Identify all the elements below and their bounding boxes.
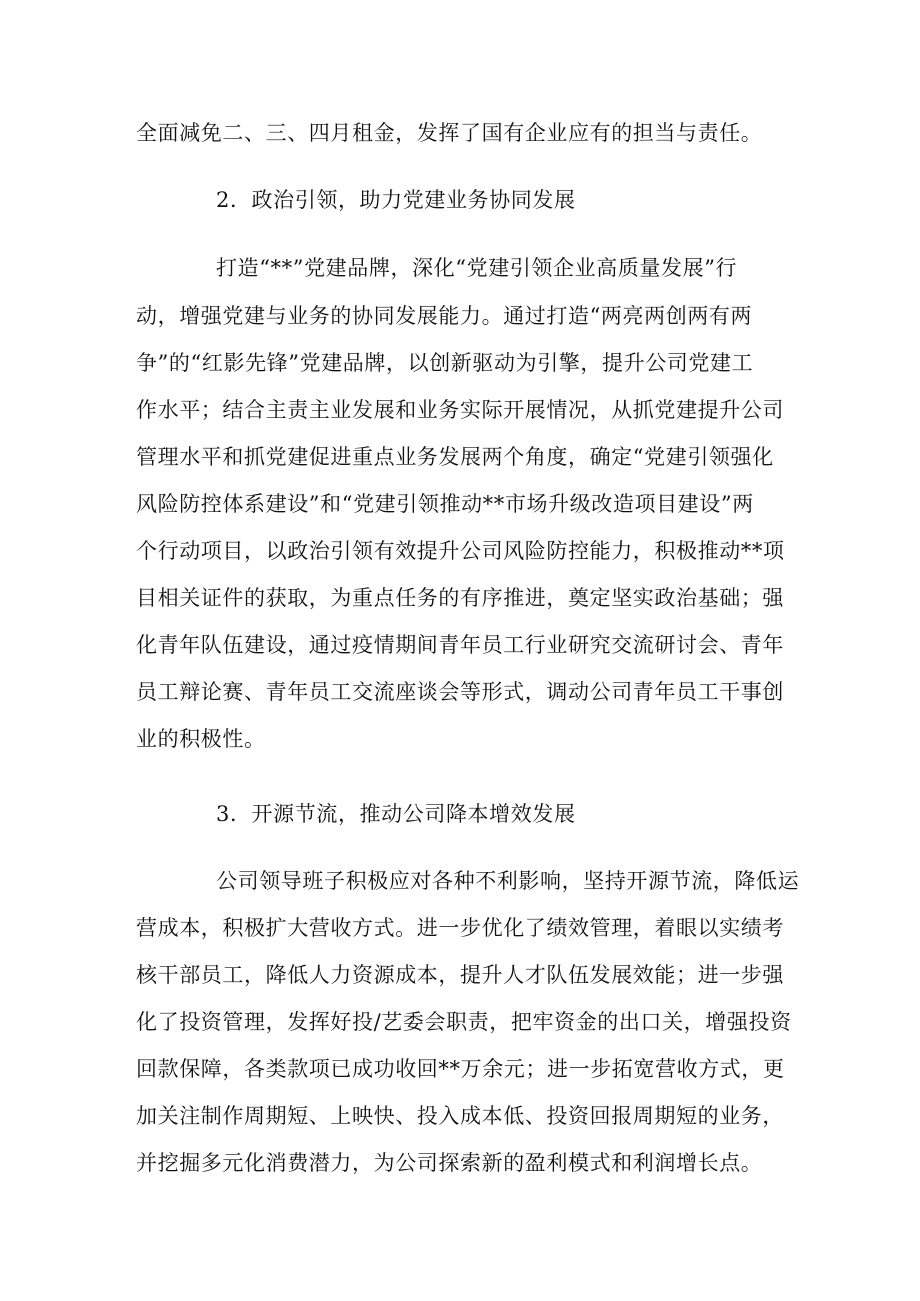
paragraph-line: 全面减免二、三、四月租金，发挥了国有企业应有的担当与责任。 [136,121,763,145]
paragraph-line: 动，增强党建与业务的协同发展能力。通过打造“两亮两创两有两 [136,304,753,328]
paragraph-line: 风险防控体系建设”和“党建引领推动**市场升级改造项目建设”两 [136,492,754,516]
paragraph-line: 公司领导班子积极应对各种不利影响，坚持开源节流，降低运 [216,869,800,893]
paragraph-line: 争”的“红影先锋”党建品牌，以创新驱动为引擎，提升公司党建工 [136,351,754,375]
section-heading-3: 3．开源节流，推动公司降本增效发展 [216,802,576,826]
paragraph-line: 核干部员工，降低人力资源成本，提升人才队伍发展效能；进一步强 [136,963,784,987]
paragraph-line: 作水平；结合主责主业发展和业务实际开展情况，从抓党建提升公司 [136,398,784,422]
paragraph-line: 并挖掘多元化消费潜力，为公司探索新的盈利模式和利润增长点。 [136,1151,763,1175]
paragraph-line: 管理水平和抓党建促进重点业务发展两个角度，确定“党建引领强化 [136,445,774,469]
section-heading-2: 2．政治引领，助力党建业务协同发展 [216,188,576,212]
paragraph-line: 打造“**”党建品牌，深化“党建引领企业高质量发展”行 [216,256,738,280]
paragraph-line: 回款保障，各类款项已成功收回**万余元；进一步拓宽营收方式，更 [136,1057,785,1081]
paragraph-line: 加关注制作周期短、上映快、投入成本低、投资回报周期短的业务， [136,1104,784,1128]
paragraph-line: 营成本，积极扩大营收方式。进一步优化了绩效管理，着眼以实绩考 [136,916,784,940]
paragraph-line: 员工辩论赛、青年员工交流座谈会等形式，调动公司青年员工干事创 [136,680,784,704]
paragraph-line: 化青年队伍建设，通过疫情期间青年员工行业研究交流研讨会、青年 [136,633,784,657]
paragraph-line: 目相关证件的获取，为重点任务的有序推进，奠定坚实政治基础；强 [136,586,784,610]
paragraph-line: 化了投资管理，发挥好投/艺委会职责，把牢资金的出口关，增强投资 [136,1010,792,1034]
paragraph-line: 业的积极性。 [136,727,266,751]
paragraph-line: 个行动项目，以政治引领有效提升公司风险防控能力，积极推动**项 [136,539,785,563]
